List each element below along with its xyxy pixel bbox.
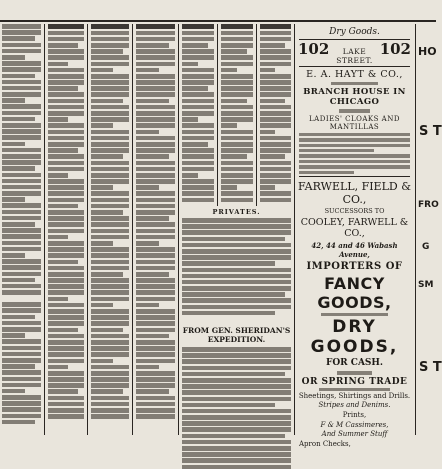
street-address: 42, 44 and 46 Wabash Avenue, [311, 240, 398, 259]
for-cash-line: FOR CASH. [325, 358, 384, 369]
column-rule [132, 24, 133, 435]
sheridan-heading: FROM GEN. SHERIDAN'S EXPEDITION. [182, 326, 291, 344]
fragment-6: S T [419, 360, 442, 375]
fragment-2: S T [419, 124, 442, 139]
fragment-5: SM [418, 280, 434, 290]
column-rule [256, 24, 257, 206]
cassimeres-line: F & M Cassimeres, [320, 421, 389, 430]
address-street: LAKE STREET. [336, 47, 373, 65]
summer-stuff-line: And Summer Stuff [321, 430, 388, 439]
successors-line: SUCCESSORS TO [324, 206, 385, 215]
text-column-5 [180, 24, 216, 206]
branch-heading: BRANCH HOUSE IN CHICAGO [303, 87, 406, 108]
clipped-right-column [417, 24, 442, 435]
fragment-3: FRO [418, 200, 439, 210]
column-rule [415, 24, 416, 435]
firm-name: E. A. HAYT & CO., [306, 69, 403, 80]
section-title: Dry Goods. [329, 27, 380, 37]
address-number-right: 102 [379, 40, 411, 58]
apron-checks-line: Apron Checks, [299, 440, 351, 449]
text-column-1 [0, 24, 43, 435]
column-rule [87, 24, 88, 435]
cooley-heading: COOLEY, FARWELL & CO., [300, 216, 409, 239]
ladies-heading: LADIES' CLOAKS AND MANTILLAS [309, 114, 400, 131]
importers-heading: IMPORTERS OF [306, 260, 403, 272]
story-block [180, 206, 293, 435]
privates-heading: PRIVATES. [212, 208, 261, 216]
text-column-4 [134, 24, 177, 435]
dry-goods-advert [295, 24, 414, 449]
text-column-2 [46, 24, 86, 435]
top-rule [0, 20, 436, 22]
dry-goods-heading: DRY GOODS, [310, 317, 399, 358]
fancy-goods-heading: FANCY GOODS, [317, 273, 392, 312]
text-column-7 [258, 24, 293, 206]
fragment-1: HO [418, 45, 437, 58]
column-rule [217, 24, 218, 206]
fragment-4: G [422, 242, 430, 252]
address-banner [298, 41, 411, 65]
column-rule [178, 24, 179, 435]
spring-trade-heading: OR SPRING TRADE [301, 376, 408, 387]
stripes-line: Stripes and Denims. [318, 401, 391, 410]
text-column-6 [219, 24, 255, 206]
sheetings-line: Sheetings, Shirtings and Drills. [298, 392, 411, 401]
text-column-3 [89, 24, 131, 435]
farwell-heading: FARWELL, FIELD & CO., [297, 179, 412, 206]
address-number-left: 102 [298, 40, 330, 58]
column-rule [44, 24, 45, 435]
prints-line: Prints, [342, 411, 367, 420]
